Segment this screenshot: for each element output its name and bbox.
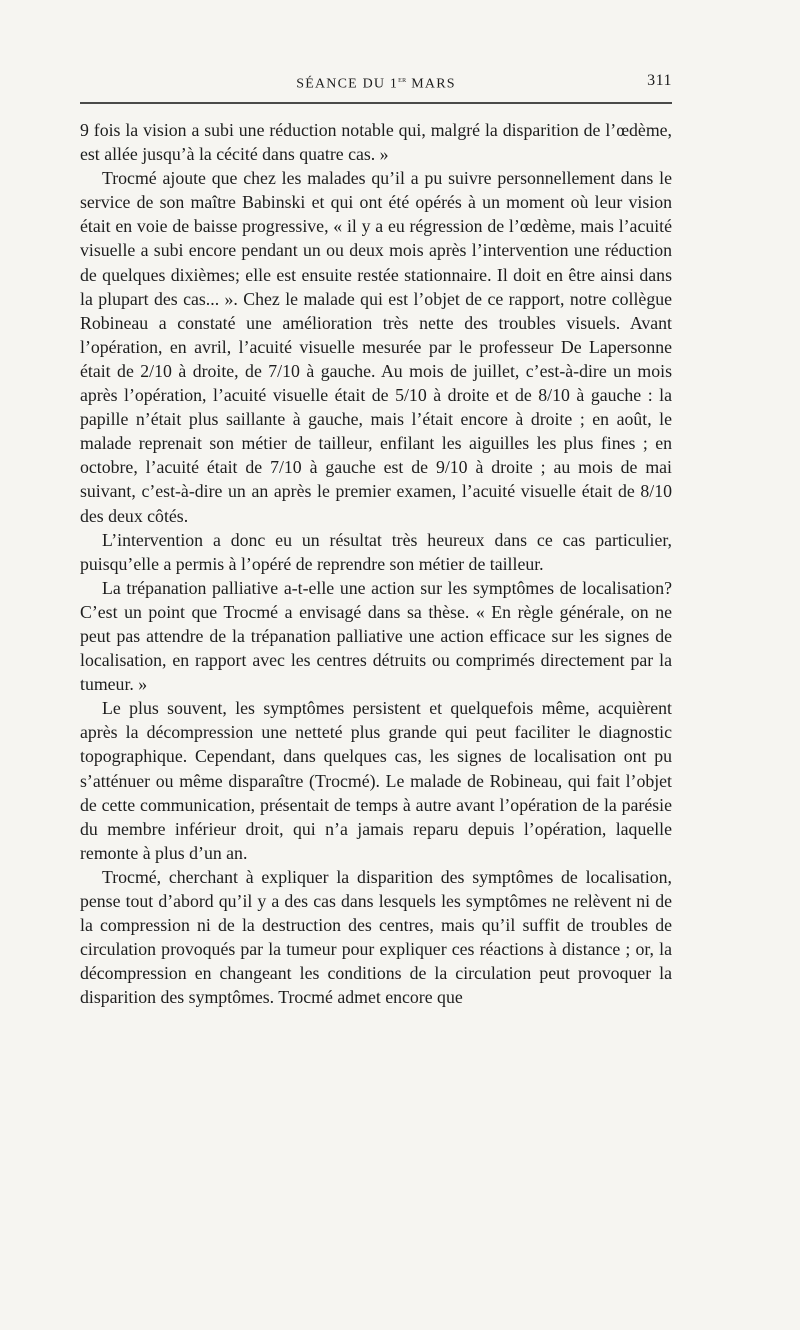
paragraph-2: Trocmé ajoute que chez les malades qu’il a pu suivre personnellement dans le service de son maître Babinski et qui ont été opérés à un moment où leur vision était en voie de baisse progressive, « il y a eu régression de l’œdème, mais l’acuité visuelle a subi encore pendant un ou deux mois après l’intervention une réduction de quelques dixièmes; elle est ensuite restée stationnaire. Il doit en être ainsi dans la plupart des cas... ». Chez le malade qui est l’objet de ce rapport, notre collègue Robineau a constaté une amélioration très nette des troubles visuels. Avant l’opération, en avril, l’acuité visuelle mesurée par le professeur De Lapersonne était de 2/10 à droite, de 7/10 à gauche. Au mois de juillet, c’est-à-dire un mois après l’opération, l’acuité visuelle était de 5/10 à droite et de 8/10 à gauche : la papille n’était plus saillante à gauche, mais l’était encore à droite ; en août, le malade reprenait son métier de tailleur, enfilant les aiguilles les plus fines ; en octobre, l’acuité était de 7/10 à gauche est de 9/10 à droite ; au mois de mai suivant, c’est-à-dire un an après le premier examen, l’acuité visuelle était de 8/10 des deux côtés. xyxy=(80,168,672,526)
page-number: 311 xyxy=(647,72,672,89)
running-title-main: SÉANCE DU 1 xyxy=(296,76,399,92)
header-rule xyxy=(80,102,672,104)
paragraph-1: 9 fois la vision a subi une réduction notable qui, malgré la disparition de l’œdème, est allée jusqu’à la cécité dans quatre cas. » xyxy=(80,120,672,165)
paragraph-4: La trépanation palliative a-t-elle une action sur les symptômes de localisation? C’est un point que Trocmé a envisagé dans sa thèse. « En règle générale, on ne peut pas attendre de la trépanation palliative une action efficace sur les signes de localisation, en rapport avec les centres détruits ou comprimés directement par la tumeur. » xyxy=(80,577,672,695)
running-head xyxy=(80,68,672,96)
paragraph-3: L’intervention a donc eu un résultat très heureux dans ce cas particulier, puisqu’elle a permis à l’opéré de reprendre son métier de tailleur. xyxy=(80,529,672,574)
body-text xyxy=(80,118,672,1009)
paragraph-5: Le plus souvent, les symptômes persistent et quelquefois même, acquièrent après la décompression une netteté plus grande qui peut faciliter le diagnostic topographique. Cependant, dans quelques cas, les signes de localisation ont pu s’atténuer ou même disparaître (Trocmé). Le malade de Robineau, qui fait l’objet de cette communication, présentait de temps à autre avant l’opération de la parésie du membre inférieur droit, qui n’a jamais reparu depuis l’opération, laquelle remonte à plus d’un an. xyxy=(80,698,672,863)
running-title-end: MARS xyxy=(406,76,456,92)
running-title-superscript: er xyxy=(398,74,407,84)
paragraph-6: Trocmé, cherchant à expliquer la disparition des symptômes de localisation, pense tout d’abord qu’il y a des cas dans lesquels les symptômes ne relèvent ni de la compression ni de la destruction des centres, mais qu’il suffit de troubles de circulation provoqués par la tumeur pour expliquer ces réactions à distance ; or, la décompression en changeant les conditions de la circulation peut provoquer la disparition des symptômes. Trocmé admet encore que xyxy=(80,866,672,1008)
running-title xyxy=(80,74,672,93)
book-page xyxy=(80,68,672,1009)
